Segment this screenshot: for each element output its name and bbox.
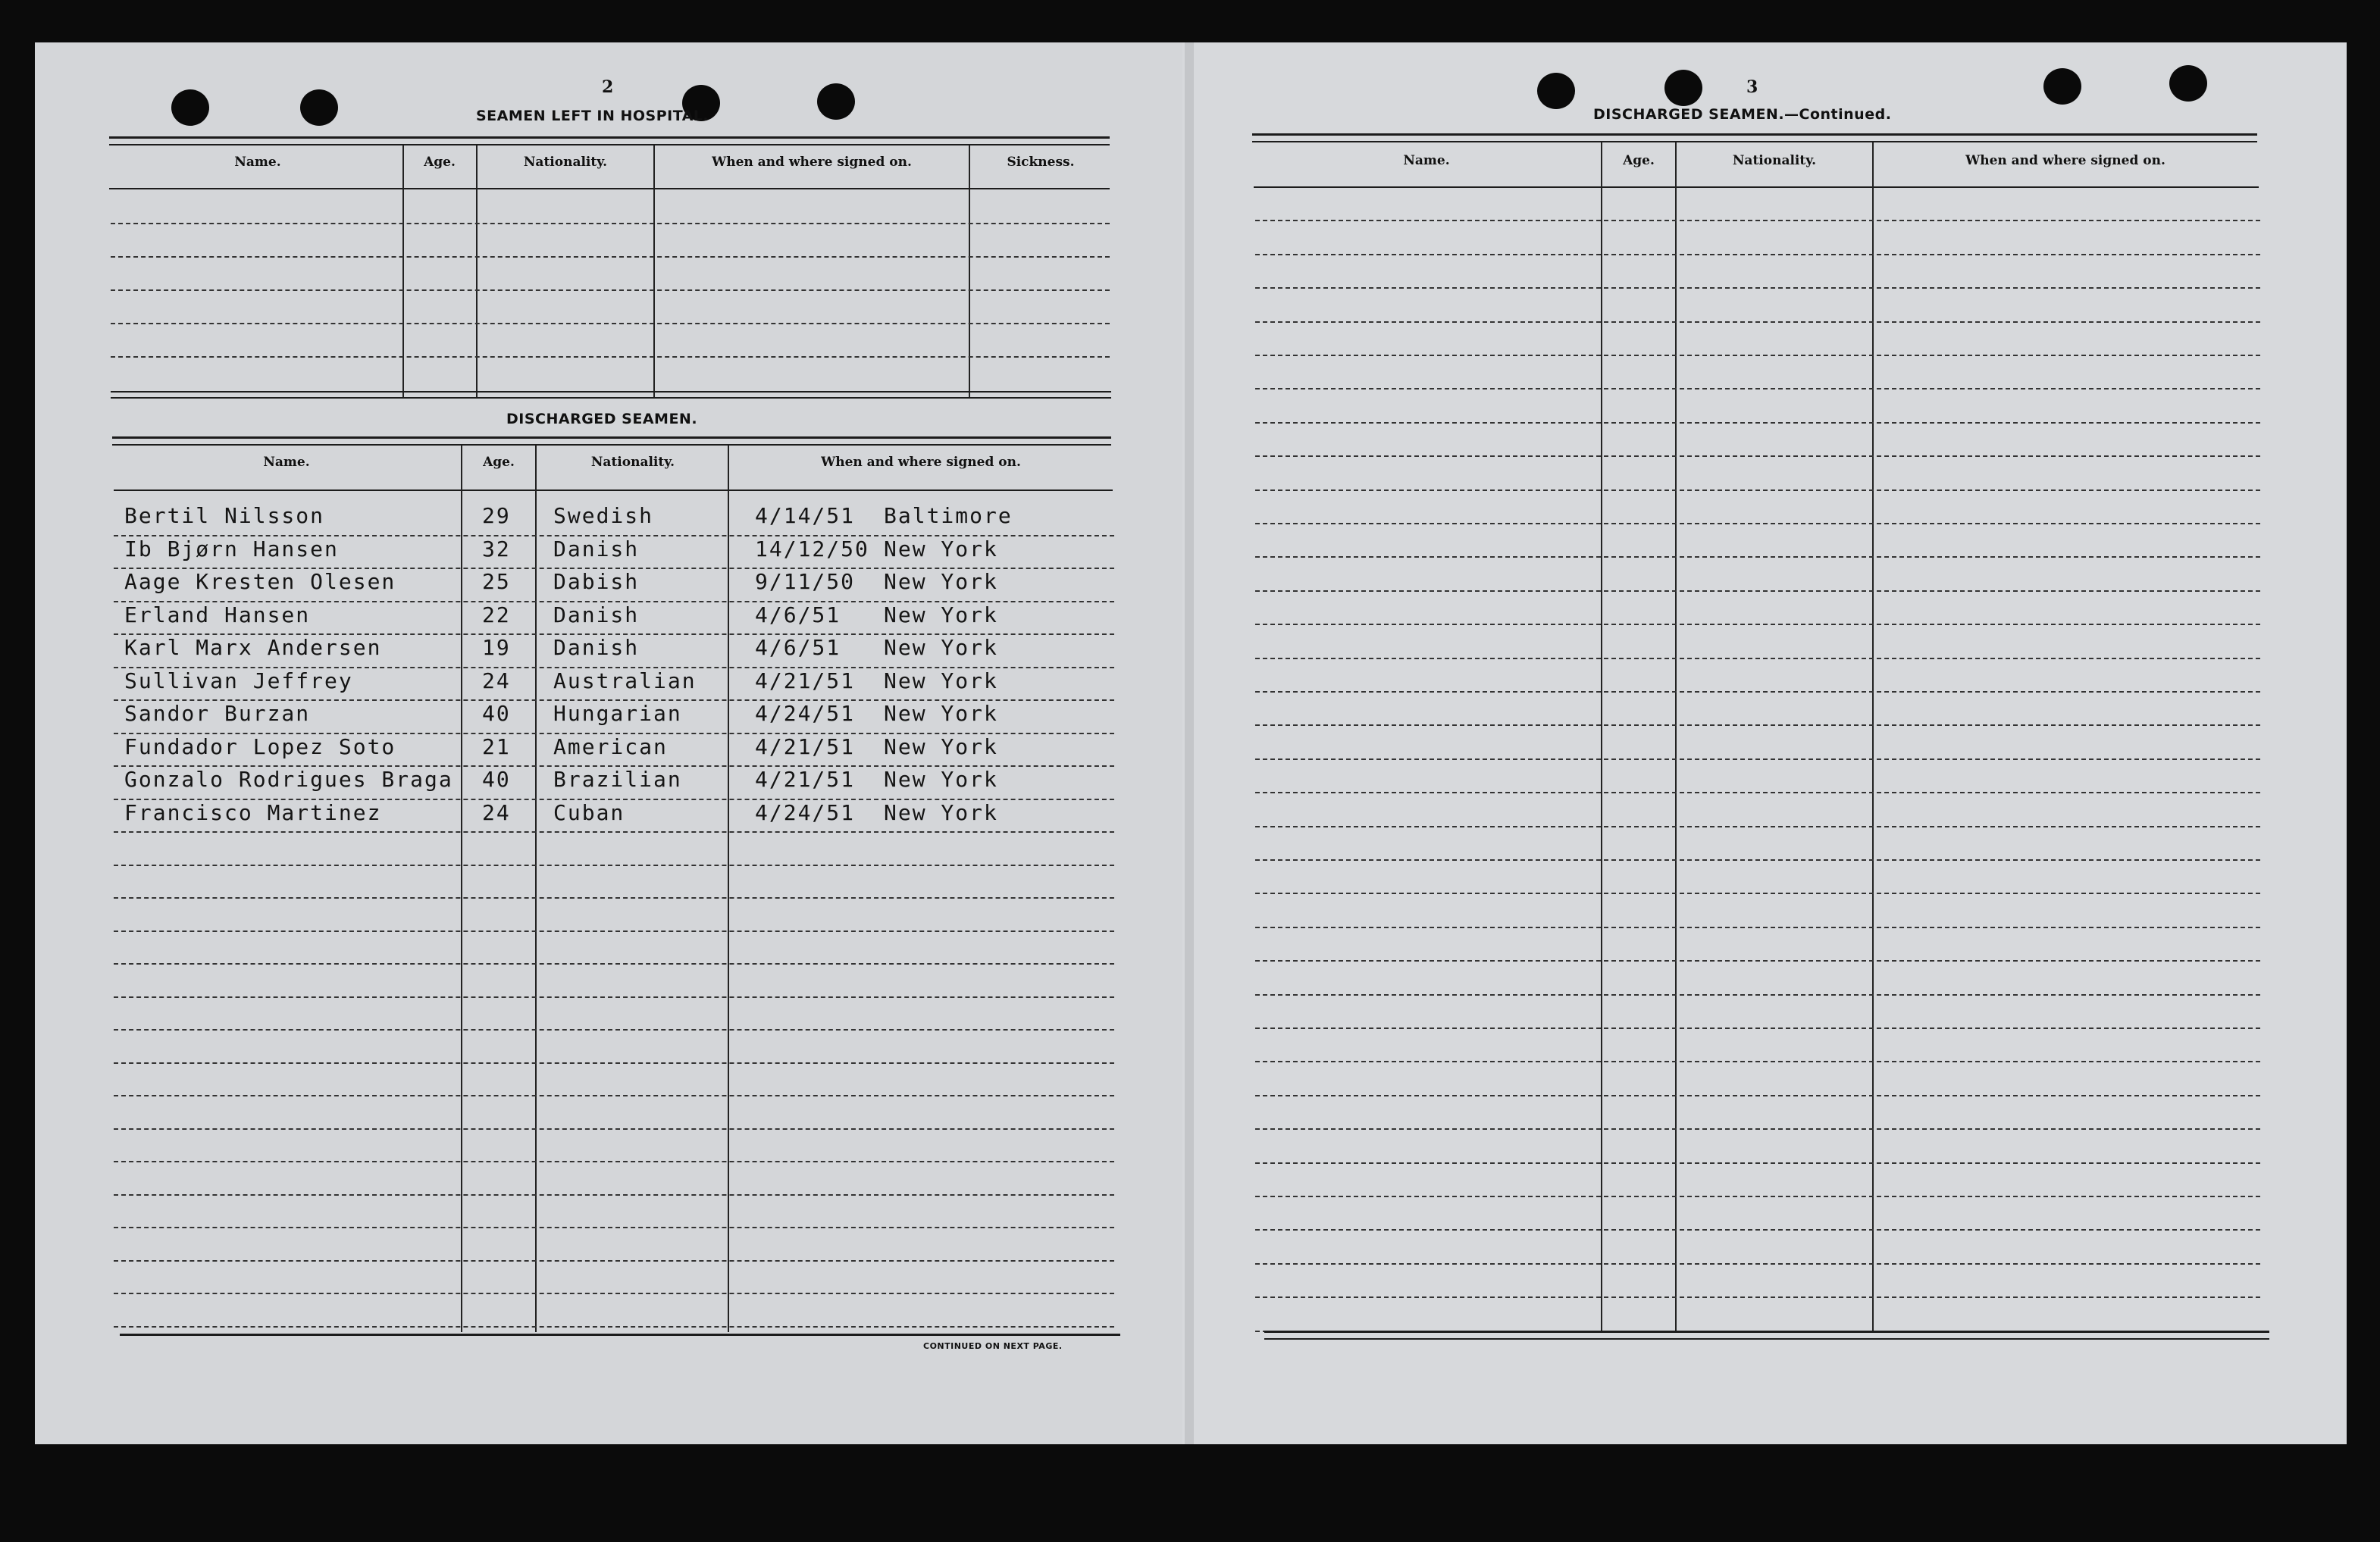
seaman-nationality: Brazilian xyxy=(553,767,682,792)
hospital-col-sep xyxy=(969,145,970,399)
table-row-line xyxy=(1255,287,2260,289)
table-row-line xyxy=(1255,893,2260,894)
discharged-top-rule-2 xyxy=(112,444,1111,446)
seaman-age: 24 xyxy=(482,668,511,693)
right-bottom-rule xyxy=(1264,1331,2269,1333)
hospital-header-signed: When and where signed on. xyxy=(712,155,912,170)
table-row-line xyxy=(1255,624,2260,625)
hospital-col-sep xyxy=(476,145,478,399)
seaman-nationality: Cuban xyxy=(553,800,625,825)
seaman-age: 21 xyxy=(482,734,511,759)
table-row-line xyxy=(1255,927,2260,928)
table-row-line xyxy=(1255,489,2260,491)
hospital-row-line xyxy=(111,289,1110,291)
table-row-line xyxy=(1255,1296,2260,1298)
page-gutter xyxy=(1185,42,1194,1444)
signed-on-place: Baltimore xyxy=(884,503,1013,528)
seaman-name: Ib Bjørn Hansen xyxy=(124,536,339,561)
seaman-age: 19 xyxy=(482,635,511,660)
seaman-name: Francisco Martinez xyxy=(124,800,382,825)
table-row-line xyxy=(114,963,1114,965)
discharged-header-name: Name. xyxy=(263,455,310,470)
seaman-age: 24 xyxy=(482,800,511,825)
table-row-line xyxy=(114,1062,1114,1064)
hospital-header-name: Name. xyxy=(234,155,281,170)
table-row-line xyxy=(1255,792,2260,793)
seaman-age: 25 xyxy=(482,569,511,594)
table-row-line xyxy=(1255,1061,2260,1062)
seaman-age: 40 xyxy=(482,701,511,726)
seaman-name: Aage Kresten Olesen xyxy=(124,569,396,594)
punch-hole xyxy=(1537,73,1575,109)
signed-on-date: 4/21/51 xyxy=(755,734,856,759)
table-row-line xyxy=(1255,994,2260,996)
table-row-line xyxy=(1255,691,2260,693)
right-header-nationality: Nationality. xyxy=(1732,153,1817,168)
table-row-line xyxy=(114,1095,1114,1096)
discharged-header-age: Age. xyxy=(483,455,515,470)
table-row-line xyxy=(114,931,1114,932)
hospital-top-rule xyxy=(109,136,1110,139)
table-row-line xyxy=(1255,321,2260,323)
signed-on-date: 4/21/51 xyxy=(755,668,856,693)
hospital-top-rule-2 xyxy=(109,144,1110,145)
table-row-line xyxy=(1255,388,2260,389)
signed-on-date: 4/6/51 xyxy=(755,602,841,627)
table-row-line xyxy=(1255,1229,2260,1231)
table-row-line xyxy=(1255,1263,2260,1265)
table-row-line xyxy=(1255,1162,2260,1164)
punch-hole xyxy=(2169,65,2207,102)
table-row-line xyxy=(114,1293,1114,1294)
table-row-line xyxy=(1255,758,2260,760)
signed-on-date: 4/14/51 xyxy=(755,503,856,528)
seaman-nationality: Hungarian xyxy=(553,701,682,726)
hospital-bottom-rule xyxy=(111,391,1111,393)
table-row-line xyxy=(1255,422,2260,424)
table-row-line xyxy=(114,1227,1114,1228)
table-row-line xyxy=(114,1029,1114,1031)
hospital-row-line xyxy=(111,223,1110,224)
signed-on-place: New York xyxy=(884,767,998,792)
right-page xyxy=(1182,42,2347,1444)
discharged-col-sep xyxy=(728,446,729,1332)
table-row-line xyxy=(114,1128,1114,1130)
table-row-line xyxy=(1255,556,2260,558)
discharged-top-rule xyxy=(112,436,1111,439)
signed-on-place: New York xyxy=(884,668,998,693)
seaman-nationality: Danish xyxy=(553,536,640,561)
seaman-name: Sandor Burzan xyxy=(124,701,311,726)
seaman-nationality: Dabish xyxy=(553,569,640,594)
hospital-col-sep xyxy=(402,145,404,399)
table-row-line xyxy=(114,1326,1114,1328)
seaman-age: 22 xyxy=(482,602,511,627)
seaman-name: Bertil Nilsson xyxy=(124,503,325,528)
hospital-header-nationality: Nationality. xyxy=(523,155,608,170)
discharged-section-title: DISCHARGED SEAMEN. xyxy=(506,411,698,427)
seaman-name: Erland Hansen xyxy=(124,602,311,627)
table-row-line xyxy=(1255,220,2260,221)
signed-on-date: 4/24/51 xyxy=(755,701,856,726)
signed-on-date: 4/24/51 xyxy=(755,800,856,825)
table-row-line xyxy=(1255,1095,2260,1096)
table-row-line xyxy=(114,1194,1114,1196)
hospital-header-sickness: Sickness. xyxy=(1007,155,1075,170)
signed-on-place: New York xyxy=(884,602,998,627)
table-row-line xyxy=(114,865,1114,866)
right-header-name: Name. xyxy=(1403,153,1450,168)
seaman-name: Gonzalo Rodrigues Braga xyxy=(124,767,453,792)
discharged-header-signed: When and where signed on. xyxy=(821,455,1021,470)
table-row-line xyxy=(1255,355,2260,356)
table-row-line xyxy=(114,831,1114,833)
hospital-row-line xyxy=(111,256,1110,258)
discharged-col-sep xyxy=(535,446,537,1332)
punch-hole xyxy=(171,89,209,126)
right-section-title: DISCHARGED SEAMEN.—Continued. xyxy=(1593,106,1892,123)
hospital-col-sep xyxy=(653,145,655,399)
signed-on-date: 4/21/51 xyxy=(755,767,856,792)
table-row-line xyxy=(1255,455,2260,457)
right-header-signed: When and where signed on. xyxy=(1965,153,2165,168)
seaman-nationality: Australian xyxy=(553,668,697,693)
signed-on-place: New York xyxy=(884,569,998,594)
signed-on-place: New York xyxy=(884,800,998,825)
table-row-line xyxy=(114,897,1114,899)
punch-hole xyxy=(1664,70,1702,106)
signed-on-place: New York xyxy=(884,635,998,660)
seaman-nationality: Danish xyxy=(553,635,640,660)
seaman-nationality: Swedish xyxy=(553,503,654,528)
hospital-section-title: SEAMEN LEFT IN HOSPITAL. xyxy=(476,108,709,124)
table-row-line xyxy=(1255,724,2260,726)
table-row-line xyxy=(1255,1027,2260,1029)
table-row-line xyxy=(114,1260,1114,1262)
seaman-age: 29 xyxy=(482,503,511,528)
discharged-bottom-rule xyxy=(120,1334,1120,1336)
punch-hole xyxy=(2043,68,2081,105)
discharged-header-rule xyxy=(114,489,1113,491)
signed-on-place: New York xyxy=(884,536,998,561)
hospital-row-line xyxy=(111,323,1110,324)
seaman-age: 40 xyxy=(482,767,511,792)
table-row-line xyxy=(1255,254,2260,255)
seaman-name: Sullivan Jeffrey xyxy=(124,668,353,693)
seaman-nationality: American xyxy=(553,734,668,759)
right-top-rule xyxy=(1252,133,2257,136)
signed-on-place: New York xyxy=(884,701,998,726)
table-row-line xyxy=(1255,960,2260,962)
right-top-rule-2 xyxy=(1252,141,2257,142)
discharged-header-nationality: Nationality. xyxy=(590,455,675,470)
table-row-line xyxy=(1255,1128,2260,1130)
seaman-name: Fundador Lopez Soto xyxy=(124,734,396,759)
page-number-right: 3 xyxy=(1746,77,1758,97)
table-row-line xyxy=(1255,859,2260,861)
right-bottom-rule-2 xyxy=(1264,1338,2269,1340)
continued-note: CONTINUED ON NEXT PAGE. xyxy=(923,1341,1063,1351)
punch-hole xyxy=(300,89,338,126)
signed-on-date: 14/12/50 xyxy=(755,536,869,561)
seaman-name: Karl Marx Andersen xyxy=(124,635,382,660)
right-header-rule xyxy=(1254,186,2259,188)
page-number-left: 2 xyxy=(602,77,614,97)
seaman-age: 32 xyxy=(482,536,511,561)
right-header-age: Age. xyxy=(1623,153,1655,168)
table-row-line xyxy=(1255,1196,2260,1197)
discharged-col-sep xyxy=(461,446,462,1332)
table-row-line xyxy=(1255,826,2260,827)
hospital-header-rule xyxy=(109,188,1110,189)
signed-on-date: 9/11/50 xyxy=(755,569,856,594)
punch-hole xyxy=(817,83,855,120)
hospital-header-age: Age. xyxy=(424,155,456,170)
table-row-line xyxy=(114,996,1114,998)
signed-on-place: New York xyxy=(884,734,998,759)
table-row-line xyxy=(1255,590,2260,592)
table-row-line xyxy=(1255,658,2260,659)
hospital-bottom-rule-2 xyxy=(111,397,1111,399)
table-row-line xyxy=(1255,523,2260,524)
hospital-row-line xyxy=(111,356,1110,358)
signed-on-date: 4/6/51 xyxy=(755,635,841,660)
table-row-line xyxy=(114,1161,1114,1162)
seaman-nationality: Danish xyxy=(553,602,640,627)
